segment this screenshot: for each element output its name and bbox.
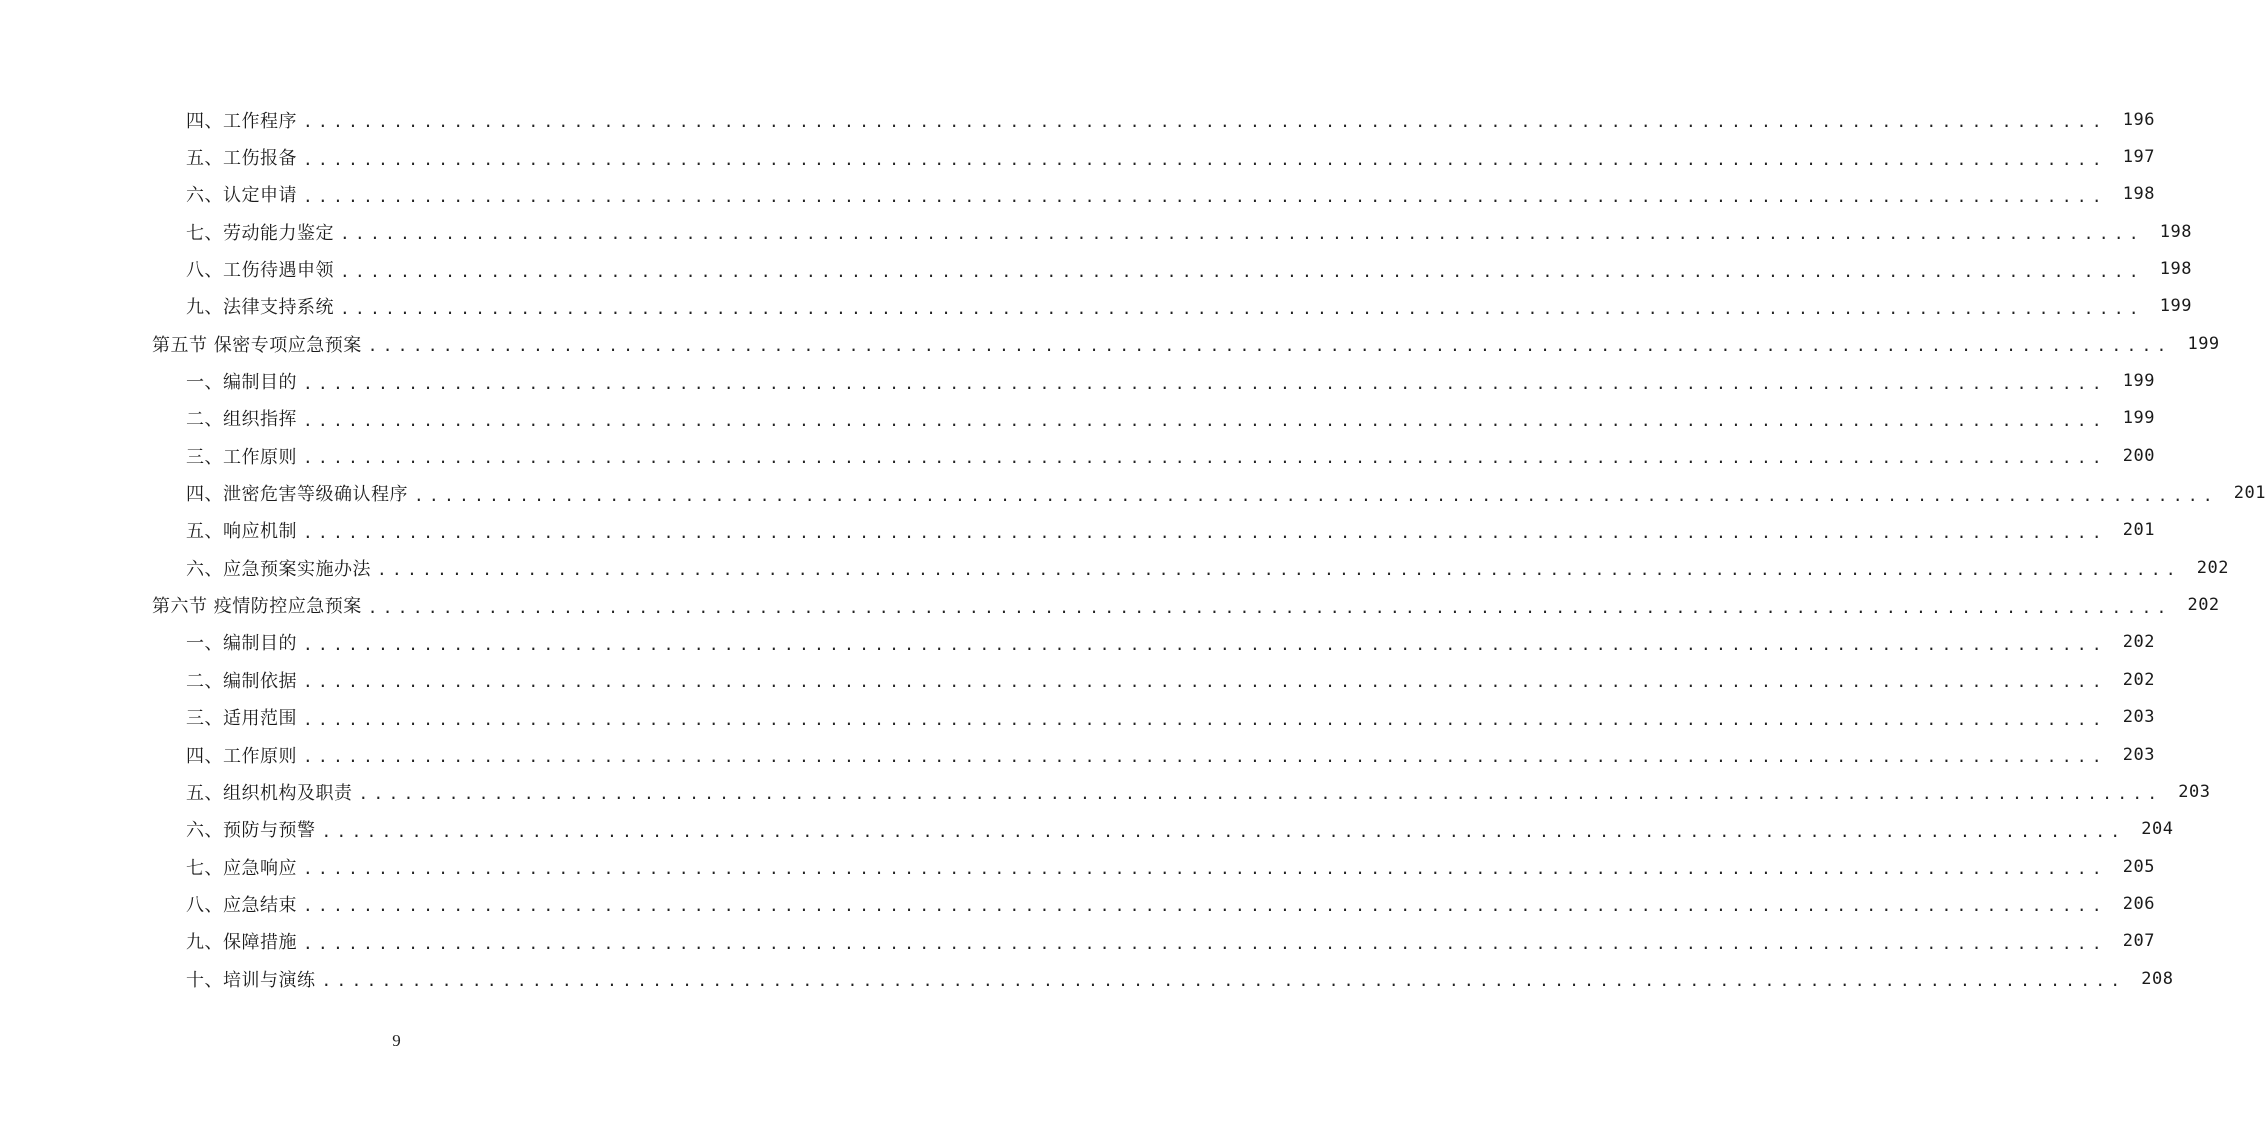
toc-entry-title: 五、工伤报备	[186, 148, 297, 170]
toc-dot-leader: ........................................................................................................................	[377, 560, 2181, 580]
toc-entry-title: 九、法律支持系统	[186, 297, 334, 319]
toc-entry-title: 四、工作程序	[186, 110, 297, 132]
toc-section-entry[interactable]	[0, 586, 2220, 623]
toc-entry-page-number: 205	[2122, 856, 2155, 877]
toc-entry-page-number: 197	[2122, 147, 2155, 168]
toc-entry[interactable]	[0, 138, 2155, 175]
toc-dot-leader: ........................................................................................................................	[321, 821, 2126, 841]
toc-dot-leader: ........................................................................................................................	[340, 298, 2144, 318]
toc-entry[interactable]	[0, 923, 2155, 960]
table-of-contents	[0, 101, 2266, 997]
toc-dot-leader: ........................................................................................................................	[414, 485, 2218, 505]
toc-entry[interactable]	[0, 624, 2155, 661]
toc-entry[interactable]	[0, 213, 2192, 250]
toc-dot-leader: ........................................................................................................................	[340, 224, 2144, 244]
toc-entry[interactable]	[0, 176, 2155, 213]
toc-entry[interactable]	[0, 811, 2174, 848]
toc-entry-title: 六、预防与预警	[186, 820, 316, 842]
toc-entry-page-number: 208	[2141, 968, 2174, 989]
toc-dot-leader: ........................................................................................................................	[303, 522, 2107, 542]
toc-entry-title: 第五节 保密专项应急预案	[152, 334, 362, 356]
toc-entry-page-number: 203	[2122, 744, 2155, 765]
toc-entry-page-number: 198	[2122, 184, 2155, 205]
toc-dot-leader: ........................................................................................................................	[367, 597, 2172, 617]
toc-section-entry[interactable]	[0, 325, 2220, 362]
page-number: 9	[392, 1031, 401, 1050]
toc-entry[interactable]	[0, 437, 2155, 474]
toc-entry[interactable]	[0, 549, 2229, 586]
toc-entry-page-number: 198	[2159, 259, 2192, 280]
toc-entry[interactable]	[0, 474, 2266, 511]
toc-entry-page-number: 206	[2122, 893, 2155, 914]
toc-entry-page-number: 202	[2122, 669, 2155, 690]
toc-dot-leader: ........................................................................................................................	[303, 747, 2107, 767]
toc-entry-title: 七、应急响应	[186, 857, 297, 879]
toc-entry-page-number: 202	[2187, 595, 2220, 616]
toc-entry[interactable]	[0, 661, 2155, 698]
toc-entry[interactable]	[0, 101, 2155, 138]
toc-entry-title: 二、组织指挥	[186, 409, 297, 431]
toc-entry[interactable]	[0, 400, 2155, 437]
toc-dot-leader: ........................................................................................................................	[303, 672, 2107, 692]
toc-entry-page-number: 196	[2122, 109, 2155, 130]
toc-entry-title: 三、工作原则	[186, 446, 297, 468]
toc-entry-page-number: 199	[2187, 333, 2220, 354]
toc-entry[interactable]	[0, 736, 2155, 773]
toc-entry-page-number: 200	[2122, 445, 2155, 466]
toc-entry-title: 三、适用范围	[186, 708, 297, 730]
toc-entry-title: 十、培训与演练	[186, 969, 316, 991]
toc-entry-title: 四、泄密危害等级确认程序	[186, 484, 408, 506]
toc-entry[interactable]	[0, 699, 2155, 736]
toc-dot-leader: ........................................................................................................................	[303, 186, 2107, 206]
toc-entry-page-number: 198	[2159, 221, 2192, 242]
toc-dot-leader: ........................................................................................................................	[303, 634, 2107, 654]
toc-entry[interactable]	[0, 250, 2192, 287]
toc-dot-leader: ........................................................................................................................	[303, 410, 2107, 430]
toc-dot-leader: ........................................................................................................................	[303, 149, 2107, 169]
toc-entry-page-number: 204	[2141, 819, 2174, 840]
toc-entry-title: 六、应急预案实施办法	[186, 558, 371, 580]
toc-entry-page-number: 201	[2122, 520, 2155, 541]
toc-entry-title: 六、认定申请	[186, 185, 297, 207]
toc-entry-page-number: 199	[2159, 296, 2192, 317]
toc-dot-leader: ........................................................................................................................	[303, 896, 2107, 916]
toc-entry[interactable]	[0, 848, 2155, 885]
toc-dot-leader: ........................................................................................................................	[358, 784, 2163, 804]
toc-entry-page-number: 203	[2178, 781, 2211, 802]
toc-entry-title: 第六节 疫情防控应急预案	[152, 596, 362, 618]
toc-entry-page-number: 201	[2233, 483, 2266, 504]
toc-entry-title: 五、组织机构及职责	[186, 782, 353, 804]
toc-dot-leader: ........................................................................................................................	[340, 261, 2144, 281]
toc-entry-title: 二、编制依据	[186, 670, 297, 692]
toc-entry[interactable]	[0, 288, 2192, 325]
toc-entry[interactable]	[0, 773, 2211, 810]
toc-entry[interactable]	[0, 362, 2155, 399]
toc-dot-leader: ........................................................................................................................	[303, 112, 2107, 132]
toc-dot-leader: ........................................................................................................................	[303, 373, 2107, 393]
toc-entry-title: 七、劳动能力鉴定	[186, 222, 334, 244]
toc-entry-page-number: 203	[2122, 707, 2155, 728]
toc-entry-page-number: 207	[2122, 931, 2155, 952]
toc-dot-leader: ........................................................................................................................	[303, 933, 2107, 953]
toc-dot-leader: ........................................................................................................................	[303, 859, 2107, 879]
toc-dot-leader: ........................................................................................................................	[303, 709, 2107, 729]
toc-entry-title: 九、保障措施	[186, 932, 297, 954]
toc-entry-title: 八、应急结束	[186, 894, 297, 916]
toc-dot-leader: ........................................................................................................................	[321, 971, 2126, 991]
toc-entry-page-number: 199	[2122, 371, 2155, 392]
toc-entry-title: 一、编制目的	[186, 633, 297, 655]
toc-entry[interactable]	[0, 885, 2155, 922]
toc-entry-page-number: 202	[2196, 557, 2229, 578]
toc-entry-title: 一、编制目的	[186, 372, 297, 394]
toc-entry-title: 八、工伤待遇申领	[186, 260, 334, 282]
toc-dot-leader: ........................................................................................................................	[367, 336, 2172, 356]
toc-entry[interactable]	[0, 512, 2155, 549]
toc-entry-page-number: 199	[2122, 408, 2155, 429]
toc-entry-title: 四、工作原则	[186, 745, 297, 767]
toc-entry[interactable]	[0, 960, 2174, 997]
toc-entry-title: 五、响应机制	[186, 521, 297, 543]
toc-dot-leader: ........................................................................................................................	[303, 448, 2107, 468]
toc-entry-page-number: 202	[2122, 632, 2155, 653]
